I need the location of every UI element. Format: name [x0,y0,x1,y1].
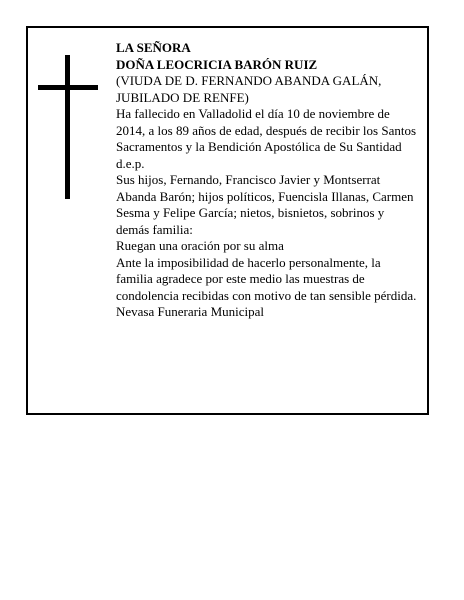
prayer-request: Ruegan una oración por su alma [116,238,284,253]
funeral-home: Nevasa Funeraria Municipal [116,304,265,319]
cross-icon [38,55,98,199]
cross-vertical-bar [65,55,70,199]
dep-line: d.e.p. [116,155,145,171]
obituary-notice [26,26,429,415]
thanks-message: Ante la imposibilidad de hacerlo personalmente, la familia agradece por este medio las muestras de condolencia recibidas con motivo de tan sensible pérdida. [116,254,417,303]
deceased-name: DOÑA LEOCRICIA BARÓN RUIZ [116,56,318,72]
notice-text [116,40,418,321]
title-line-1: LA SEÑORA [116,40,191,55]
family-list: Sus hijos, Fernando, Francisco Javier y Montserrat Abanda Barón; hijos políticos, Fuencisla Illanas, Carmen Sesma y Felipe García; nietos, bisnietos, sobrinos y demás familia: [116,172,414,237]
death-announcement: Ha fallecido en Valladolid el día 10 de noviembre de 2014, a los 89 años de edad, después de recibir los Santos Sacramentos y la Bendición Apostólica de Su Santidad [116,106,417,154]
subtitle: (VIUDA DE D. FERNANDO ABANDA GALÁN, JUBILADO DE RENFE) [116,73,382,105]
cross-horizontal-bar [38,85,98,90]
